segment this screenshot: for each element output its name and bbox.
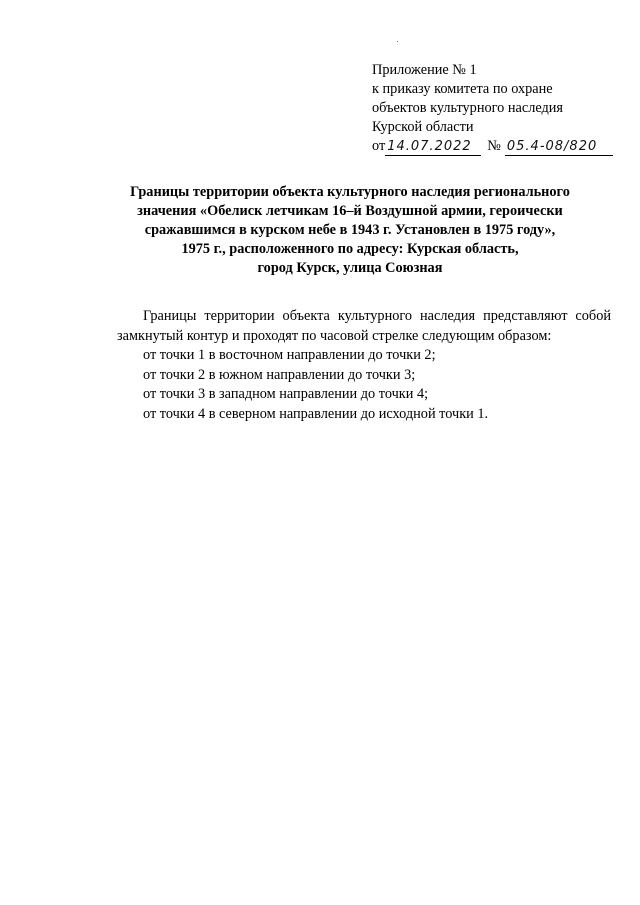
scan-speck (397, 41, 398, 42)
title-line: город Курск, улица Союзная (257, 260, 443, 276)
list-item: от точки 1 в восточном направлении до точки 2; (143, 347, 436, 363)
appendix-committee: объектов культурного наследия (372, 100, 563, 116)
appendix-region: Курской области (372, 119, 474, 135)
appendix-date-number-line (372, 137, 632, 156)
body-paragraph: Границы территории объекта культурного наследия представляют собой замкнутый контур и проходят по часовой стрелке следующим образом: (117, 308, 611, 344)
appendix-number: Приложение № 1 (372, 62, 477, 78)
title-line: сражавшимся в курском небе в 1943 г. Установлен в 1975 году», (144, 222, 556, 238)
list-item: от точки 3 в западном направлении до точки 4; (143, 386, 429, 402)
number-sign: № (487, 138, 501, 154)
title-line: 1975 г., расположенного по адресу: Курская область, (181, 241, 519, 257)
boundary-points-list (117, 346, 611, 424)
list-item: от точки 2 в южном направлении до точки 3; (143, 366, 416, 383)
title-line: Границы территории объекта культурного наследия регионального (130, 184, 570, 200)
list-item: от точки 4 в северном направлении до исходной точки 1. (143, 405, 489, 422)
title-line: значения «Обелиск летчикам 16–й Воздушной армии, героически (137, 203, 563, 219)
handwritten-date: 14.07.2022 (385, 139, 481, 156)
appendix-order-reference: к приказу комитета по охране (372, 81, 553, 97)
date-prefix: от (372, 138, 386, 154)
handwritten-order-number: 05.4-08/820 (505, 139, 613, 156)
appendix-block (372, 61, 632, 156)
document-body (117, 307, 611, 424)
document-title (90, 183, 610, 278)
